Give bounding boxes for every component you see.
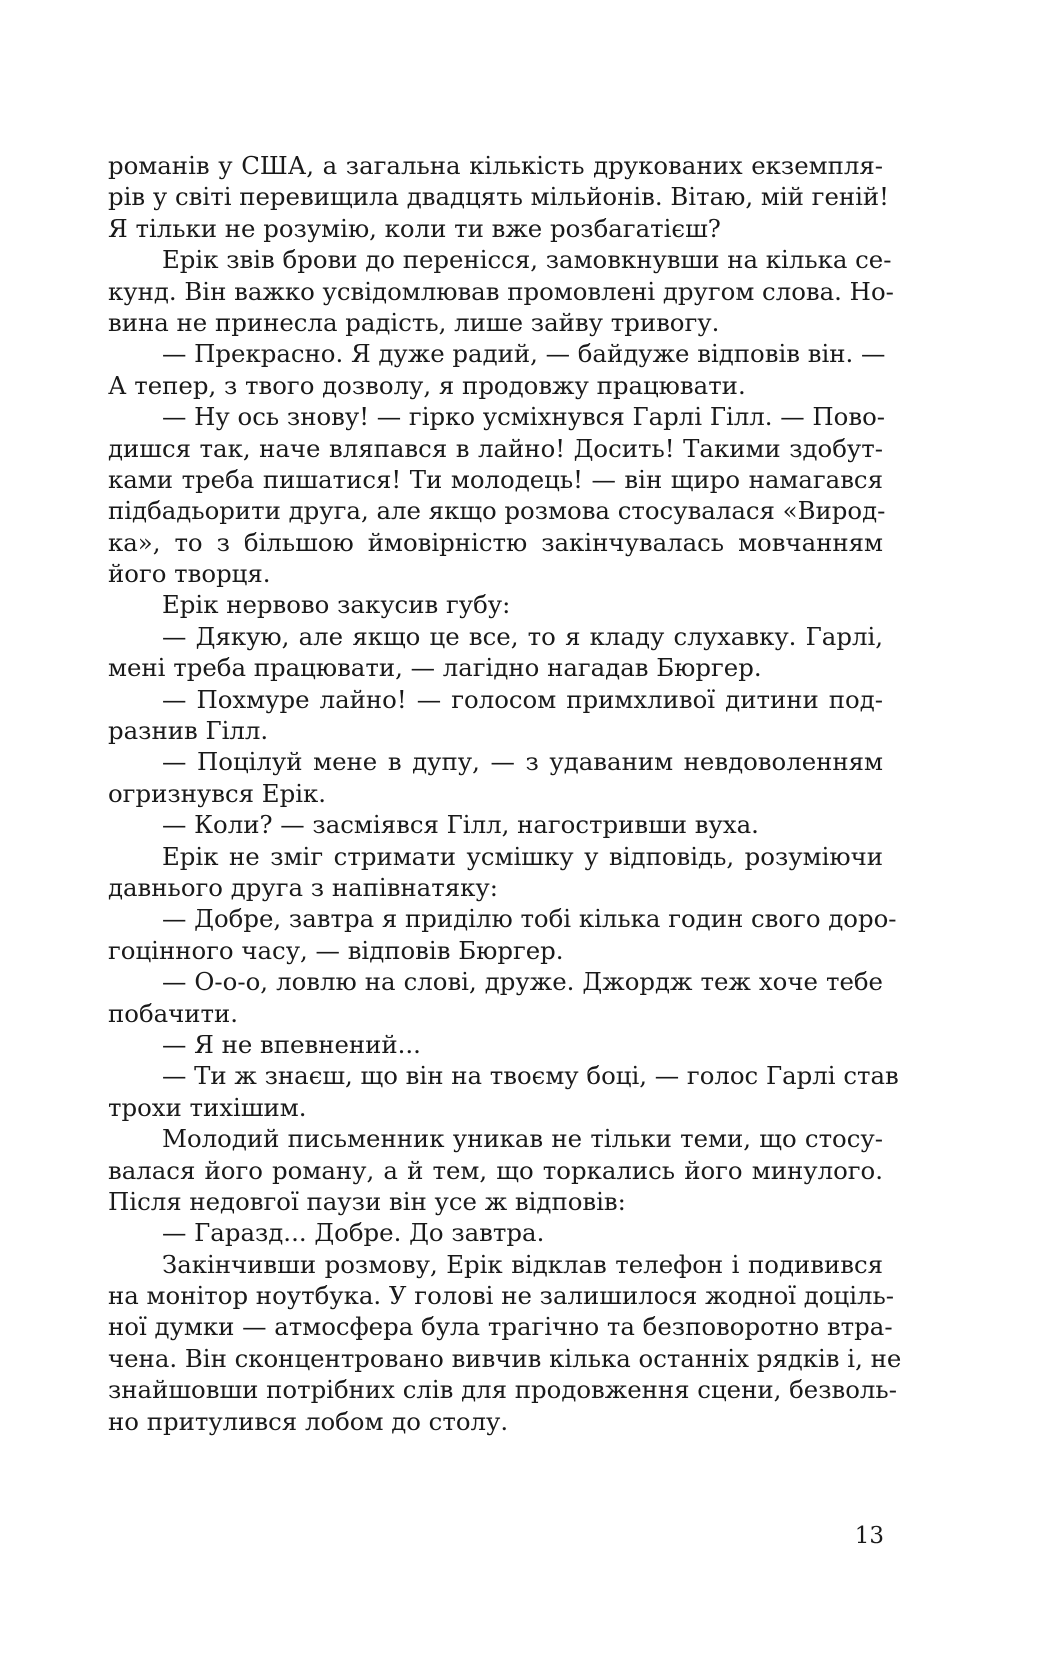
paragraph — [108, 338, 886, 401]
text-line: валася його роману, а й тем, що торкались його минулого. — [108, 1155, 883, 1185]
text-line: А тепер, з твого дозволу, я продовжу працювати. — [108, 370, 746, 400]
paragraph — [108, 1249, 902, 1437]
text-line: знайшовши потрібних слів для продовження сцени, безволь- — [108, 1375, 897, 1405]
paragraph — [108, 903, 897, 966]
text-line: — Поцілуй мене в дупу, — з удаваним невдоволенням — [162, 747, 883, 777]
text-line: — Коли? — засміявся Гілл, нагостривши вуха. — [162, 810, 759, 840]
text-line: — Ти ж знаєш, що він на твоєму боці, — голос Гарлі став — [162, 1061, 899, 1091]
text-line: романів у США, а загальна кількість друкованих екземпля- — [108, 151, 883, 180]
paragraph — [108, 244, 894, 338]
paragraph — [108, 1029, 883, 1060]
text-line: побачити. — [108, 998, 239, 1028]
text-line: вина не принесла радість, лише зайву тривогу. — [108, 307, 720, 337]
text-line: Молодий письменник уникав не тільки теми, що стосу- — [162, 1124, 883, 1154]
text-line: Ерік нервово закусив губу: — [162, 590, 511, 620]
paragraph — [108, 621, 883, 684]
text-line: — Ну ось знову! — гірко усміхнувся Гарлі Гілл. — Пово- — [162, 402, 886, 432]
paragraph — [108, 684, 883, 747]
text-line: дишся так, наче вляпався в лайно! Досить! Такими здобут- — [108, 433, 883, 463]
text-line: Закінчивши розмову, Ерік відклав телефон і подивився — [162, 1249, 883, 1279]
text-line: ної думки — атмосфера була трагічно та безповоротно втра- — [108, 1312, 893, 1342]
text-line: підбадьорити друга, але якщо розмова стосувалася «Вирод- — [108, 496, 886, 526]
text-line: давнього друга з напівнатяку: — [108, 872, 498, 902]
paragraph — [108, 1217, 883, 1248]
paragraph — [108, 1123, 883, 1217]
paragraph — [108, 401, 886, 589]
text-line: Я тільки не розумію, коли ти вже розбагатієш? — [108, 213, 721, 243]
text-line: — Добре, завтра я приділю тобі кілька годин свого доро- — [162, 904, 897, 934]
text-line: — О-о-о, ловлю на слові, друже. Джордж теж хоче тебе — [162, 967, 883, 997]
text-line: Після недовгої паузи він усе ж відповів: — [108, 1186, 626, 1216]
text-line: огризнувся Ерік. — [108, 778, 326, 808]
text-line: Ерік звів брови до перенісся, замовкнувши на кілька се- — [162, 245, 892, 275]
text-line: трохи тихішим. — [108, 1092, 307, 1122]
paragraph — [108, 1060, 899, 1123]
text-line: на монітор ноутбука. У голові не залишилося жодної доціль- — [108, 1281, 895, 1311]
text-line: — Гаразд... Добре. До завтра. — [162, 1218, 545, 1248]
text-line: ка», то з більшою ймовірністю закінчувалась мовчанням — [108, 527, 883, 557]
text-line: — Дякую, але якщо це все, то я кладу слухавку. Гарлі, — [162, 621, 883, 651]
text-line: — Я не впевнений... — [162, 1029, 421, 1059]
body-text — [108, 150, 902, 1437]
text-line: — Похмуре лайно! — голосом примхливої дитини под- — [162, 684, 883, 714]
text-line: — Прекрасно. Я дуже радий, — байдуже відповів він. — — [162, 339, 886, 369]
text-line: но притулився лобом до столу. — [108, 1406, 509, 1436]
text-line: гоцінного часу, — відповів Бюргер. — [108, 935, 564, 965]
text-line: разнив Гілл. — [108, 716, 269, 746]
paragraph — [108, 746, 883, 809]
paragraph — [108, 589, 883, 620]
text-line: ками треба пишатися! Ти молодець! — він щиро намагався — [108, 464, 883, 494]
paragraph — [108, 809, 883, 840]
paragraph — [108, 841, 883, 904]
page-number: 13 — [854, 1523, 884, 1549]
paragraph — [108, 150, 889, 244]
text-line: кунд. Він важко усвідомлював промовлені другом слова. Но- — [108, 276, 894, 306]
paragraph — [108, 966, 883, 1029]
text-line: рів у світі перевищила двадцять мільйонів. Вітаю, мій геній! — [108, 182, 889, 212]
text-line: мені треба працювати, — лагідно нагадав Бюргер. — [108, 653, 762, 683]
text-line: його творця. — [108, 559, 271, 589]
text-line: Ерік не зміг стримати усмішку у відповідь, розуміючи — [162, 841, 883, 871]
text-line: чена. Він сконцентровано вивчив кілька останніх рядків і, не — [108, 1343, 902, 1373]
